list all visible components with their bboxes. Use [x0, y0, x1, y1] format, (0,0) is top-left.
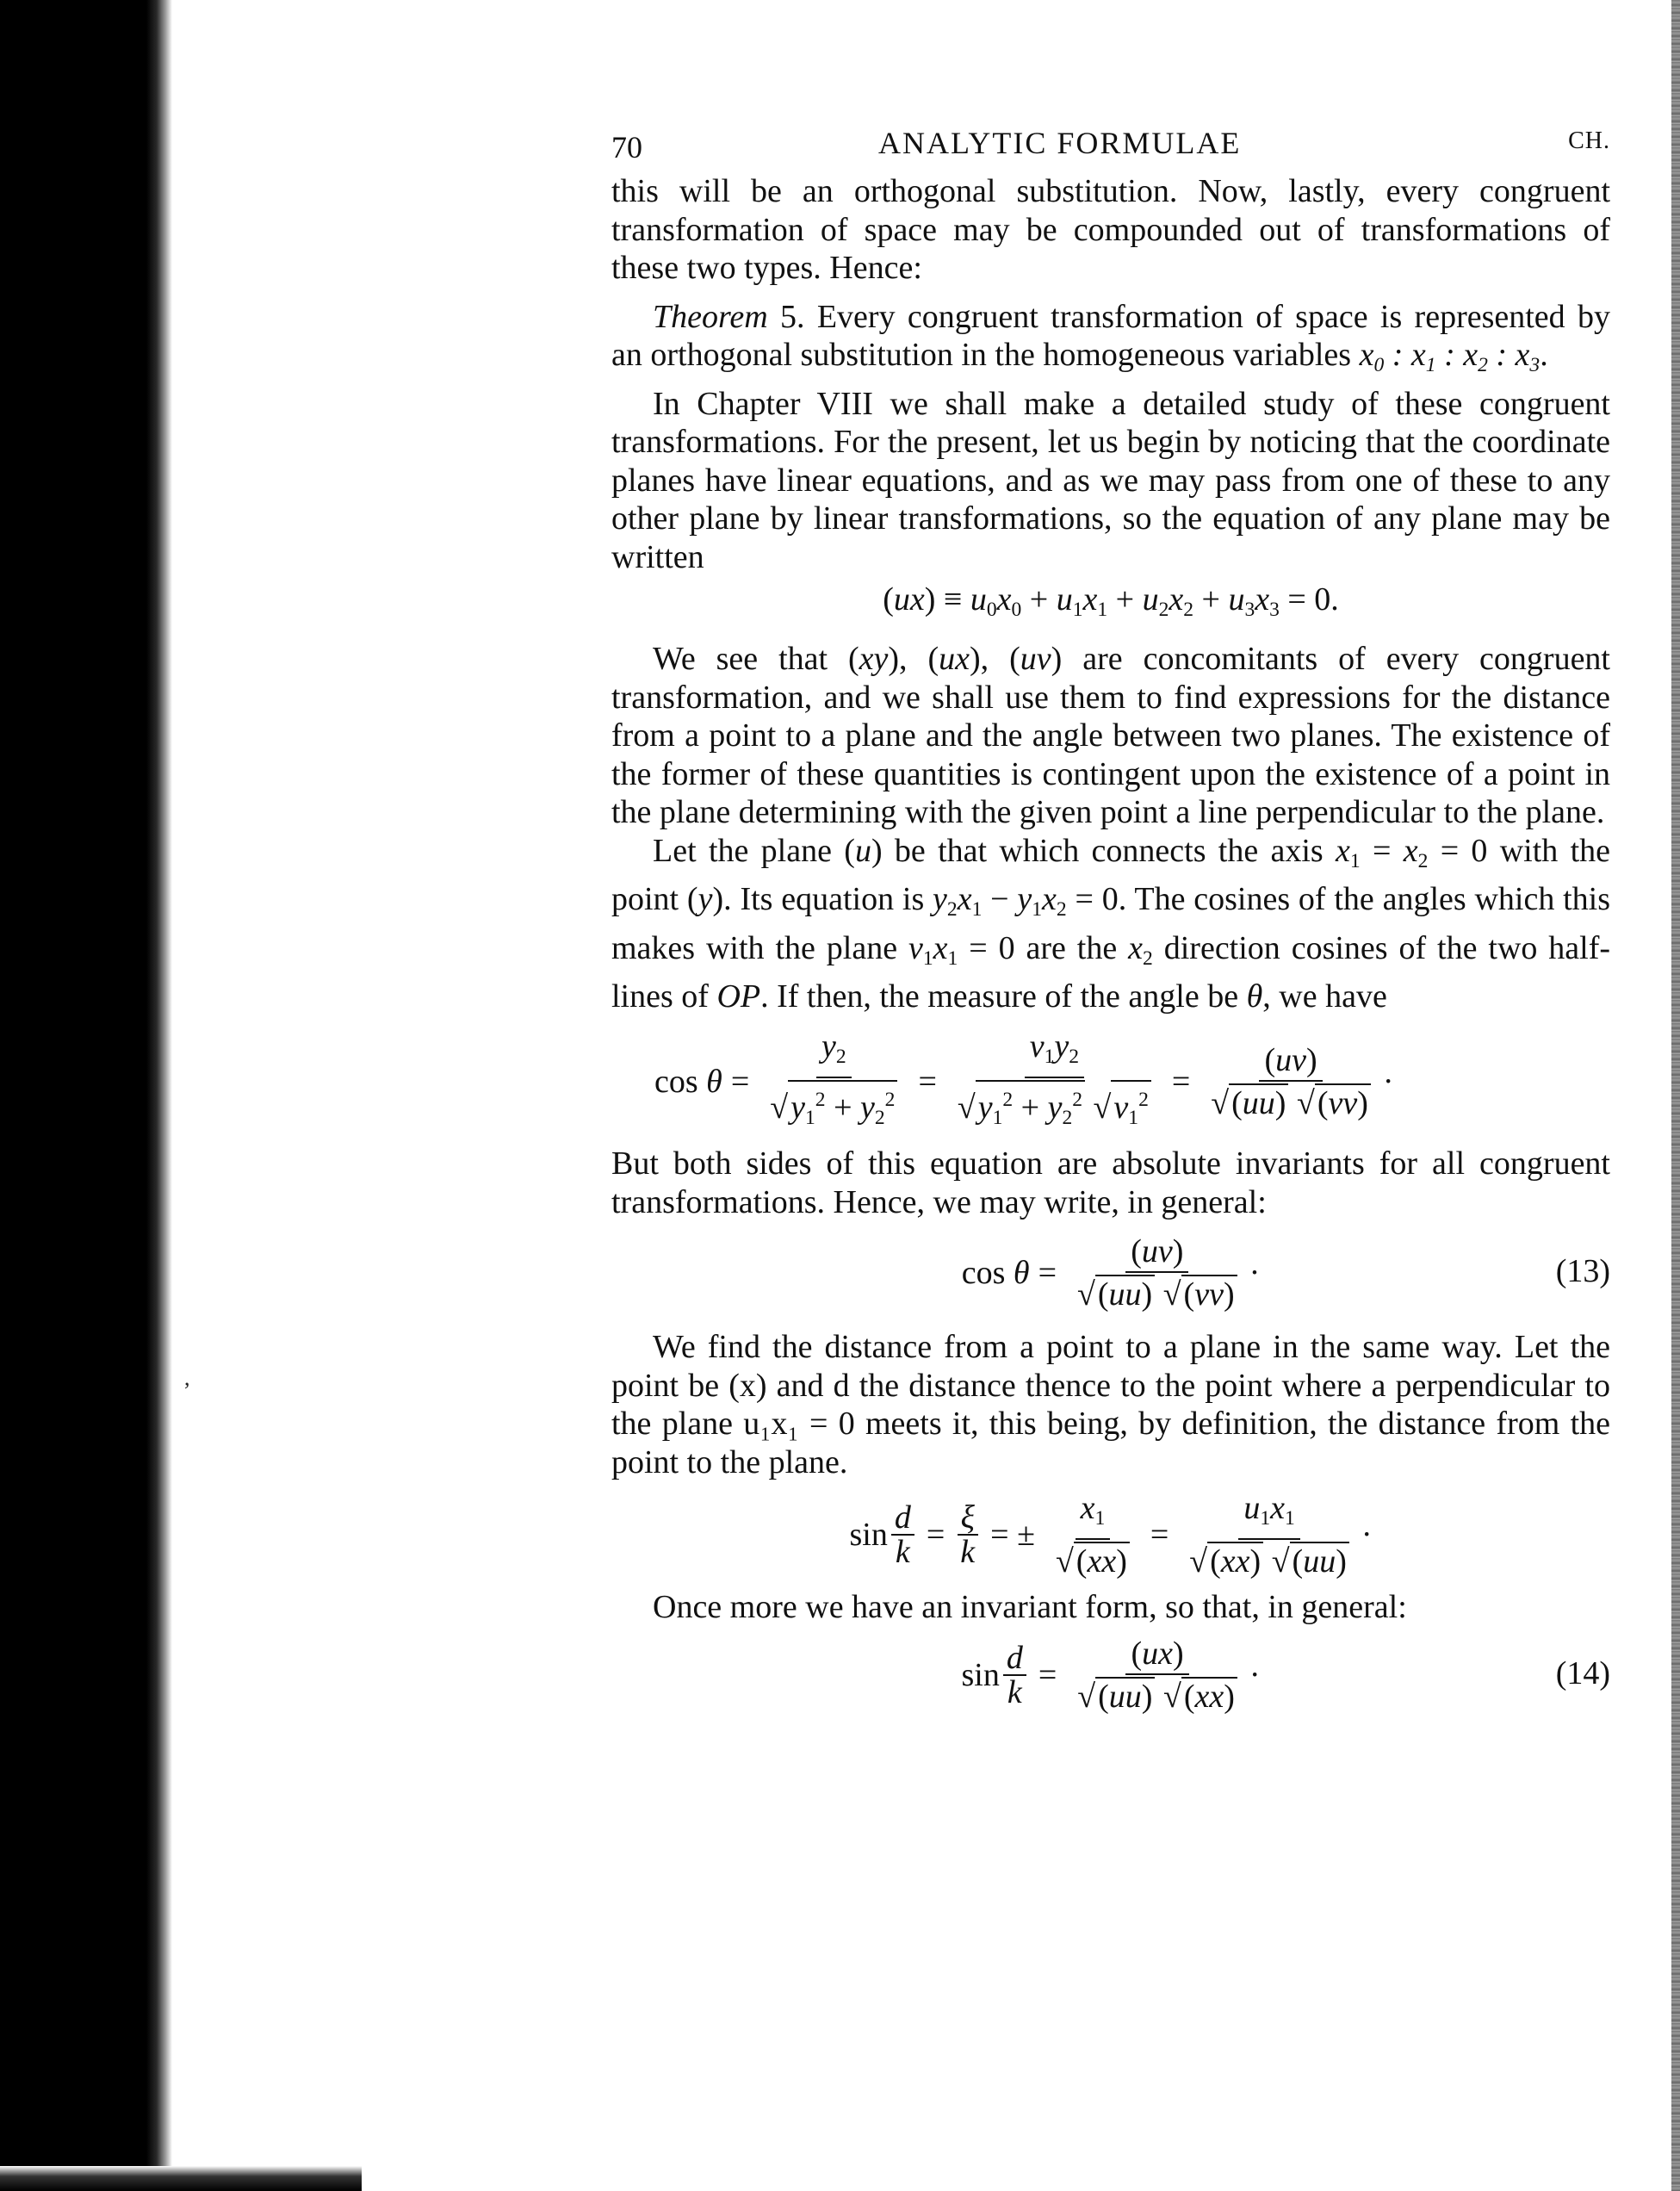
equation-13: cos θ = $\frac{(uv)}{√(uu) √(vv)}$ · (13) [961, 1233, 1610, 1313]
equation-number-14: (14) [1555, 1654, 1610, 1691]
paragraph-3: In Chapter VIII we shall make a detailed study of these congruent transformations. For the present, let us begin by noticing that the coordinate planes have linear equations, and as we may pass from one of these to any other plane by linear transformations, so the equation of any plane may be written [611, 385, 1610, 575]
paragraph-1: this will be an orthogonal substitution. Now, lastly, every congruent transformation of space may be compounded out of transformations of these two types. Hence: [611, 173, 1610, 286]
page-number: 70 [611, 130, 642, 164]
equation-number-13: (13) [1555, 1253, 1610, 1290]
sin-derivation: sin $\frac{d}{k}$ = $\frac{\xi}{k}$ = ± $\frac{x_1}{√(xx)}$ = $\frac{u_1x_1}{√(xx) √(uu)}$ · [849, 1490, 1373, 1580]
cos-theta-derivation: cos θ = $\frac{y_2}{√y_1^2 + y_2^2}$ = $\frac{v_1y_2}{√y_1^2 + y_2^2 √v_1^2}$ = $\frac{(uv)}{√(uu) √(vv)}$ · [654, 1028, 1610, 1136]
paragraph-8: Once more we have an invariant form, so that, in general: [653, 1589, 1407, 1626]
margin-mark: , [184, 1365, 190, 1390]
paragraph-6: But both sides of this equation are absolute invariants for all congruent transformations. Hence, we may write, in general: [611, 1145, 1610, 1220]
book-binding-shadow [0, 0, 172, 2191]
paragraph-7: We find the distance from a point to a plane in the same way. Let the point be (x) and d the distance thence to the point where a perpendicular to the plane u₁x₁ = 0 meets it, this being, by definition, the distance from the point to the plane. [611, 1329, 1610, 1480]
paragraph-5: Let the plane (u) be that which connects the axis $x_1 = x_2 = 0$ with the point (y). Its equation is $y_2x_1 - y_1x_2 = 0$. The cosines of the angles which this makes with the plane $v_1x_1 = 0$ are the $x_2$ direction cosines of the two half-lines of OP. If then, the measure of the angle be θ, we have [611, 832, 1611, 1015]
plane-equation: $(ux) \equiv u_0x_0 + u_1x_1 + u_2x_2 + u_3x_3 = 0$. [883, 581, 1339, 622]
page-edge [1671, 0, 1680, 2191]
paragraph-4: We see that (xy), (ux), (uv) are concomitants of every congruent transformation, and we shall use them to find expressions for the distance from a point to a plane and the angle between two planes. The existence of the former of these quantities is contingent upon the existence of a point in the plane determining with the given point a line perpendicular to the plane. [611, 641, 1610, 831]
running-header [611, 121, 1610, 172]
body-text [611, 172, 1610, 1715]
theorem-text: 5. Every congruent transformation of space is represented by an orthogonal substitution in the homogeneous variables [611, 298, 1610, 373]
equation-14: sin $\frac{d}{k}$ = $\frac{(ux)}{√(uu) √(xx)}$ · (14) [961, 1635, 1610, 1715]
book-page [611, 121, 1610, 1715]
theorem-5: Theorem 5. Every congruent transformation of space is represented by an orthogonal substitution in the homogeneous variables $x_0$ : $x_1$ : $x_2$ : $x_3$. [611, 298, 1610, 377]
binding-bottom-shadow [0, 2166, 362, 2191]
chapter-abbrev: CH. [1568, 127, 1610, 154]
theorem-label: Theorem [653, 298, 768, 335]
page-title: ANALYTIC FORMULAE [878, 126, 1242, 160]
